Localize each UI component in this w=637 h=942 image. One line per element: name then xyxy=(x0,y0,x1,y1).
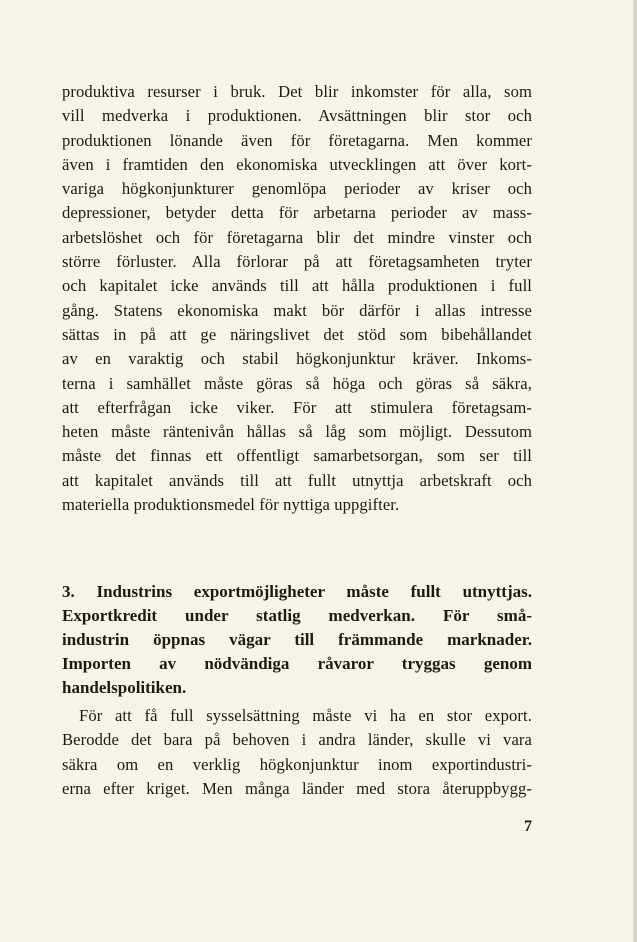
text-line: variga högkonjunkturer genomlöpa perioder av kriser och xyxy=(62,179,532,199)
text-line: depressioner, betyder detta för arbetarna perioder av mass- xyxy=(62,203,532,223)
heading-line: Importen av nödvändiga råvaror tryggas genom xyxy=(62,654,532,673)
page-number: 7 xyxy=(524,818,532,835)
text-line: Berodde det bara på behoven i andra länder, skulle vi vara xyxy=(62,730,532,750)
text-line: heten måste räntenivån hållas så låg som möjligt. Dessutom xyxy=(62,422,532,442)
text-line: För att få full sysselsättning måste vi ha en stor export. xyxy=(79,706,532,725)
paragraph-2 xyxy=(62,704,532,801)
text-line: även i framtiden den ekonomiska utvecklingen att över kort- xyxy=(62,154,532,174)
text-line: gång. Statens ekonomiska makt bör därför i allas intresse xyxy=(62,300,532,320)
heading-line: industrin öppnas vägar till främmande marknader. xyxy=(62,630,532,649)
paragraph-1 xyxy=(62,80,532,517)
heading-line: 3. Industrins exportmöjligheter måste fullt utnyttjas. xyxy=(62,582,532,601)
text-line: erna efter kriget. Men många länder med stora återuppbygg- xyxy=(62,778,532,798)
text-line: och kapitalet icke används till att hålla produktionen i full xyxy=(62,276,532,296)
heading-line: handelspolitiken. xyxy=(62,678,187,697)
text-line: vill medverka i produktionen. Avsättningen blir stor och xyxy=(62,106,532,126)
text-line: sättas in på att ge näringslivet det stöd som bibehållandet xyxy=(62,324,532,344)
text-line: produktiva resurser i bruk. Det blir inkomster för alla, som xyxy=(62,82,532,101)
page-edge xyxy=(633,0,637,942)
text-line: materiella produktionsmedel för nyttiga uppgifter. xyxy=(62,495,400,515)
text-line: säkra om en verklig högkonjunktur inom exportindustri- xyxy=(62,754,532,774)
text-line: av en varaktig och stabil högkonjunktur kräver. Inkoms- xyxy=(62,349,532,369)
section-heading xyxy=(62,580,532,700)
text-line: att efterfrågan icke viker. För att stimulera företagsam- xyxy=(62,397,532,417)
text-line: terna i samhället måste göras så höga och göras så säkra, xyxy=(62,373,532,393)
text-line: att kapitalet används till att fullt utnyttja arbetskraft och xyxy=(62,470,532,490)
text-line: större förluster. Alla förlorar på att företagsamheten tryter xyxy=(62,252,532,272)
heading-line: Exportkredit under statlig medverkan. För små- xyxy=(62,606,532,625)
text-line: produktionen lönande även för företagarna. Men kommer xyxy=(62,130,532,150)
text-line: arbetslöshet och för företagarna blir det mindre vinster och xyxy=(62,227,532,247)
text-line: måste det finnas ett offentligt samarbetsorgan, som ser till xyxy=(62,446,532,466)
